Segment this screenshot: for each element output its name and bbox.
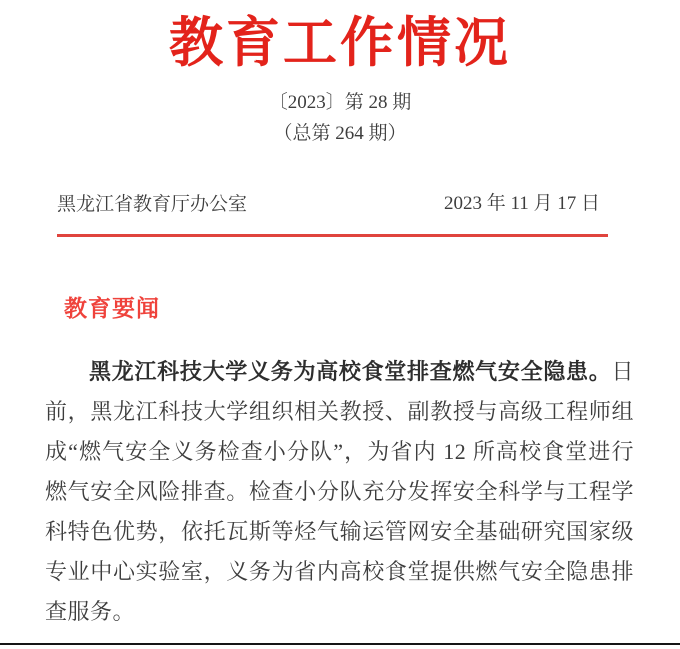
article-body-text: 日前，黑龙江科技大学组织相关教授、副教授与高级工程师组成“燃气安全义务检查小分队”，为省内 12 所高校食堂进行燃气安全风险排查。检查小分队充分发挥安全科学与工程学科特色优势，依托瓦斯等烃气输运管网安全基础研究国家级专业中心实验室，义务为省内高校食堂提供燃气安全隐患排查服务。 [45, 359, 634, 624]
bulletin-masthead-title: 教育工作情况 [169, 10, 511, 74]
masthead-divider-line [57, 234, 608, 237]
issuing-office: 黑龙江省教育厅办公室 [57, 194, 248, 215]
cumulative-issue-number: （总第 264 期） [273, 123, 407, 144]
issue-number: 〔2023〕第 28 期 [268, 92, 412, 113]
section-heading-education-news: 教育要闻 [64, 295, 160, 321]
article-lead-sentence: 黑龙江科技大学义务为高校食堂排查燃气安全隐患。 [89, 359, 612, 384]
bottom-border-line [0, 643, 680, 645]
article-paragraph [45, 352, 634, 632]
issue-date: 2023 年 11 月 17 日 [443, 193, 600, 214]
